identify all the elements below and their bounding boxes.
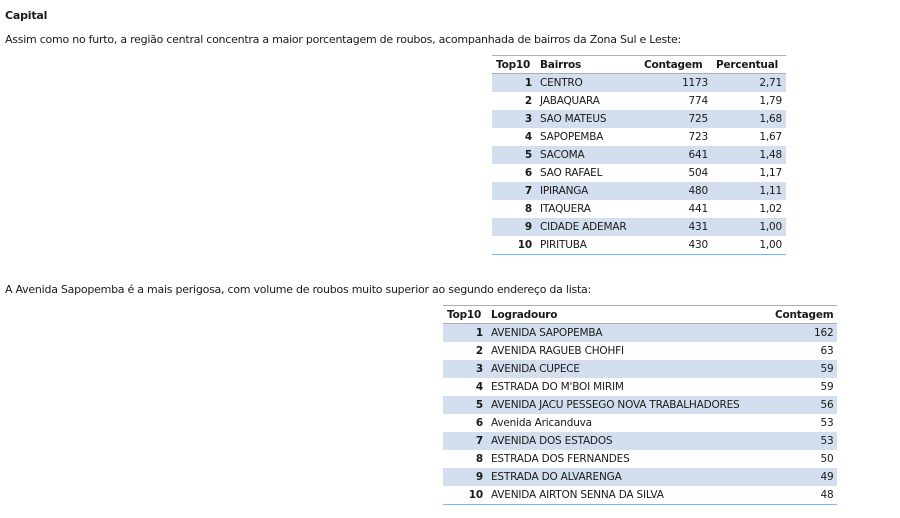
contagem-cell: 50 [820,453,834,465]
percentual-cell: 1,79 [759,95,782,107]
table-row [443,342,837,360]
contagem-cell: 504 [688,167,708,179]
contagem-cell: 48 [771,486,837,505]
rank-cell: 7 [492,182,536,200]
table-row [492,236,786,255]
table-row [443,486,837,505]
logradouro-cell: AVENIDA DOS ESTADOS [487,432,771,450]
intro-bairros-paragraph: Assim como no furto, a região central concentra a maior porcentagem de roubos, acompanhada de bairros da Zona Sul e Leste: [5,33,681,46]
percentual-cell: 1,02 [759,203,782,215]
contagem-cell: 59 [771,360,837,378]
table-row [492,128,786,146]
contagem-cell: 480 [640,182,712,200]
rank-cell: 10 [492,236,536,255]
bairros-table-body [492,74,786,255]
bairros-table [492,55,786,255]
percentual-cell: 1,00 [712,236,786,255]
logradouros-table-header [443,306,837,324]
percentual-cell: 1,11 [712,182,786,200]
rank-cell: 5 [443,396,487,414]
rank-cell: 3 [492,110,536,128]
rank-cell: 9 [443,468,487,486]
logradouros-table [443,305,837,505]
logradouro-cell: Avenida Aricanduva [491,417,592,429]
bairro-cell: CIDADE ADEMAR [536,218,640,236]
logradouro-cell: AVENIDA AIRTON SENNA DA SILVA [487,486,771,505]
bairro-cell: ITAQUERA [540,203,591,215]
bairro-cell: SAPOPEMBA [540,131,604,143]
table-row [492,74,786,93]
logradouro-cell: ESTRADA DOS FERNANDES [491,453,630,465]
percentual-cell: 1,00 [712,218,786,236]
rank-cell: 6 [524,167,532,179]
bairro-cell: PIRITUBA [536,236,640,255]
bairro-cell: IPIRANGA [536,182,640,200]
table-row [492,164,786,182]
header-bairros: Bairros [536,56,640,74]
percentual-cell: 1,48 [712,146,786,164]
contagem-cell: 1173 [640,74,712,93]
contagem-cell: 49 [771,468,837,486]
rank-cell: 4 [524,131,532,143]
rank-cell: 3 [443,360,487,378]
logradouro-cell: ESTRADA DO ALVARENGA [487,468,771,486]
bairro-cell: SAO MATEUS [536,110,640,128]
intro-logradouros-paragraph: A Avenida Sapopemba é a mais perigosa, com volume de roubos muito superior ao segundo endereço da lista: [5,283,591,296]
table-row [443,432,837,450]
logradouros-table-body [443,324,837,505]
contagem-cell: 59 [820,381,834,393]
contagem-cell: 641 [640,146,712,164]
header-contagem: Contagem [771,306,837,324]
contagem-cell: 774 [688,95,708,107]
table-row [443,468,837,486]
table-row [492,110,786,128]
rank-cell: 8 [475,453,483,465]
contagem-cell: 53 [820,417,834,429]
table-row [443,378,837,396]
table-row [443,396,837,414]
contagem-cell: 723 [688,131,708,143]
bairros-table-header [492,56,786,74]
header-top10: Top10 [492,56,536,74]
rank-cell: 1 [443,324,487,343]
logradouro-cell: AVENIDA JACU PESSEGO NOVA TRABALHADORES [487,396,771,414]
table-row [492,182,786,200]
contagem-cell: 53 [771,432,837,450]
rank-cell: 10 [443,486,487,505]
percentual-cell: 1,17 [759,167,782,179]
logradouro-cell: AVENIDA SAPOPEMBA [487,324,771,343]
table-row [492,92,786,110]
table-row [443,360,837,378]
bairro-cell: JABAQUARA [540,95,600,107]
table-row [443,324,837,343]
contagem-cell: 430 [640,236,712,255]
logradouro-cell: AVENIDA RAGUEB CHOHFI [491,345,624,357]
contagem-cell: 56 [771,396,837,414]
table-row [492,218,786,236]
logradouro-cell: ESTRADA DO M'BOI MIRIM [491,381,624,393]
bairro-cell: SACOMA [536,146,640,164]
contagem-cell: 725 [640,110,712,128]
section-heading: Capital [5,9,48,22]
table-row [443,450,837,468]
table-row [492,200,786,218]
header-percentual: Percentual [712,56,786,74]
rank-cell: 4 [475,381,483,393]
header-logradouro: Logradouro [487,306,771,324]
header-contagem: Contagem [640,56,712,74]
rank-cell: 8 [524,203,532,215]
contagem-cell: 431 [640,218,712,236]
percentual-cell: 1,67 [759,131,782,143]
bairro-cell: CENTRO [536,74,640,93]
contagem-cell: 441 [688,203,708,215]
bairro-cell: SAO RAFAEL [540,167,603,179]
rank-cell: 6 [475,417,483,429]
percentual-cell: 2,71 [712,74,786,93]
percentual-cell: 1,68 [712,110,786,128]
logradouro-cell: AVENIDA CUPECE [487,360,771,378]
contagem-cell: 63 [820,345,834,357]
contagem-cell: 162 [771,324,837,343]
table-row [492,146,786,164]
header-top10: Top10 [443,306,487,324]
rank-cell: 7 [443,432,487,450]
rank-cell: 2 [524,95,532,107]
table-row [443,414,837,432]
rank-cell: 9 [492,218,536,236]
rank-cell: 2 [475,345,483,357]
rank-cell: 5 [492,146,536,164]
rank-cell: 1 [492,74,536,93]
